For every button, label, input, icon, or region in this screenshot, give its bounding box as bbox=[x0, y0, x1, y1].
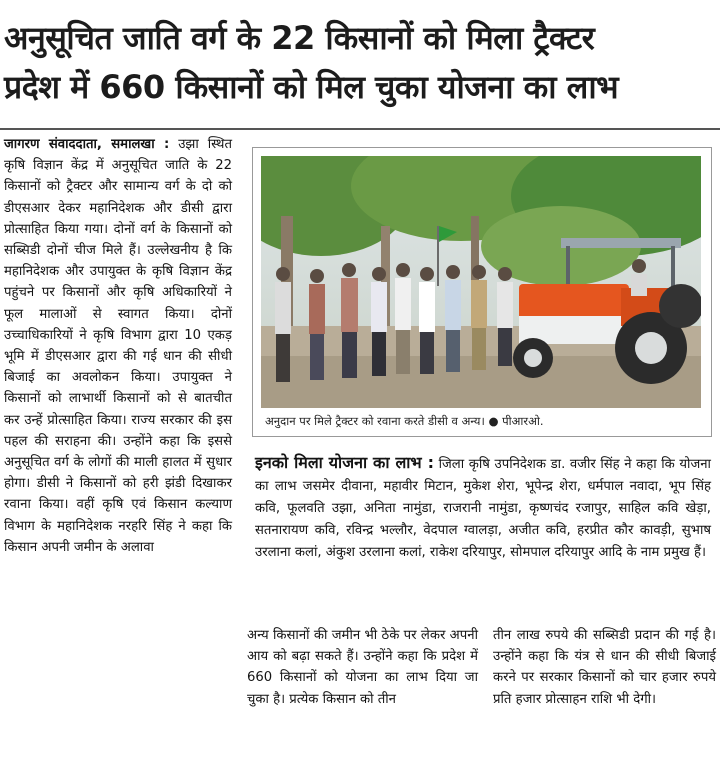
article-body-2: अन्य किसानों की जमीन भी ठेके पर लेकर अपनी आय को बढ़ा सकते हैं। उन्होंने कहा कि प्रदेश में 660 किसानों को योजना का लाभ दिया जा चुका है। प्रत्येक किसान को तीन bbox=[247, 628, 478, 707]
photo-frame bbox=[252, 147, 712, 437]
article-body-1: उझा स्थित कृषि विज्ञान केंद्र में अनुसूचित जाति के 22 किसानों को ट्रैक्टर और सामान्य वर्ग के दो को डीएसआर देकर महानिदेशक और डीसी द्वारा प्रोत्साहित किया गया। दोनों वर्ग के किसानों को सब्सिडी दोनों चीज मिले हैं। उल्लेखनीय है कि महानिदेशक और उपायुक्त के कृषि विज्ञान केंद्र पहुंचने पर किसानों और कृषि अधिकारियों ने फूल मालाओं से स्वागत किया। दोनों उच्चाधिकारियों ने कृषि विभाग द्वारा 10 एकड़ भूमि में डीएसआर द्वारा की गई धान की सीधी बिजाई का अवलोकन किया। उपायुक्त ने किसानों को लाभार्थी किसानों को से बातचीत कर उन्हें प्रोत्साहित किया। राज्य सरकार की इस पहल की सराहना की। उन्होंने कहा कि इससे अनुसूचित वर्ग के लोगों की माली हालत में सुधार होगा। डीसी ने किसानों को हरी झंडी दिखाकर रवाना किया। वहीं कृषि एवं किसान कल्याण विभाग के महानिदेशक नरहरि सिंह ने कहा कि किसान अपनी जमीन के अलावा bbox=[4, 137, 232, 555]
photo-caption: अनुदान पर मिले ट्रैक्टर को रवाना करते डीसी व अन्य। ● पीआरओ. bbox=[265, 414, 544, 428]
box-body: जिला कृषि उपनिदेशक डा. वजीर सिंह ने कहा कि योजना का लाभ जसमेर दीवाना, महावीर मिटान, मुकेश शेरा, भूपेन्द्र शेरा, धर्मपाल नवादा, भूप सिंह कवि, फूलवति उझा, अनिता नामुंडा, राजरानी नामुंडा, कृष्णचंद रजापुर, साहिल कवि खेड़ा, सतनारायण कवि, रविन्द्र भल्लौर, वेदपाल ग्वालड़ा, अजीत कवि, हरप्रीत कौर कावड़ी, सुभाष उरलाना कलां, अंकुश उरलाना कलां, राकेश दरियापुर, सोमपाल दरियापुर आदि के नाम प्रमुख हैं। bbox=[255, 457, 711, 560]
headline-line-1: अनुसूचित जाति वर्ग के 22 किसानों को मिला ट्रैक्टर bbox=[4, 19, 595, 57]
headline-line-2: प्रदेश में 660 किसानों को मिल चुका योजना का लाभ bbox=[4, 68, 619, 106]
dateline: जागरण संवाददाता, समालखा : bbox=[4, 137, 170, 152]
article-column-2 bbox=[247, 625, 478, 710]
box-heading: इनको मिला योजना का लाभ : bbox=[255, 453, 435, 472]
article-body-3: तीन लाख रुपये की सब्सिडी प्रदान की गई है। उन्होंने कहा कि यंत्र से धान की सीधी बिजाई करने पर सरकार किसानों को चार हजार रुपये प्रति हजार प्रोत्साहन राशि भी देगी। bbox=[493, 628, 716, 707]
article-column-3 bbox=[493, 625, 716, 710]
headline bbox=[4, 14, 716, 112]
headline-rule bbox=[0, 128, 720, 130]
beneficiaries-box bbox=[255, 452, 711, 564]
article-column-1 bbox=[4, 134, 232, 558]
tractor-photo bbox=[261, 156, 701, 408]
